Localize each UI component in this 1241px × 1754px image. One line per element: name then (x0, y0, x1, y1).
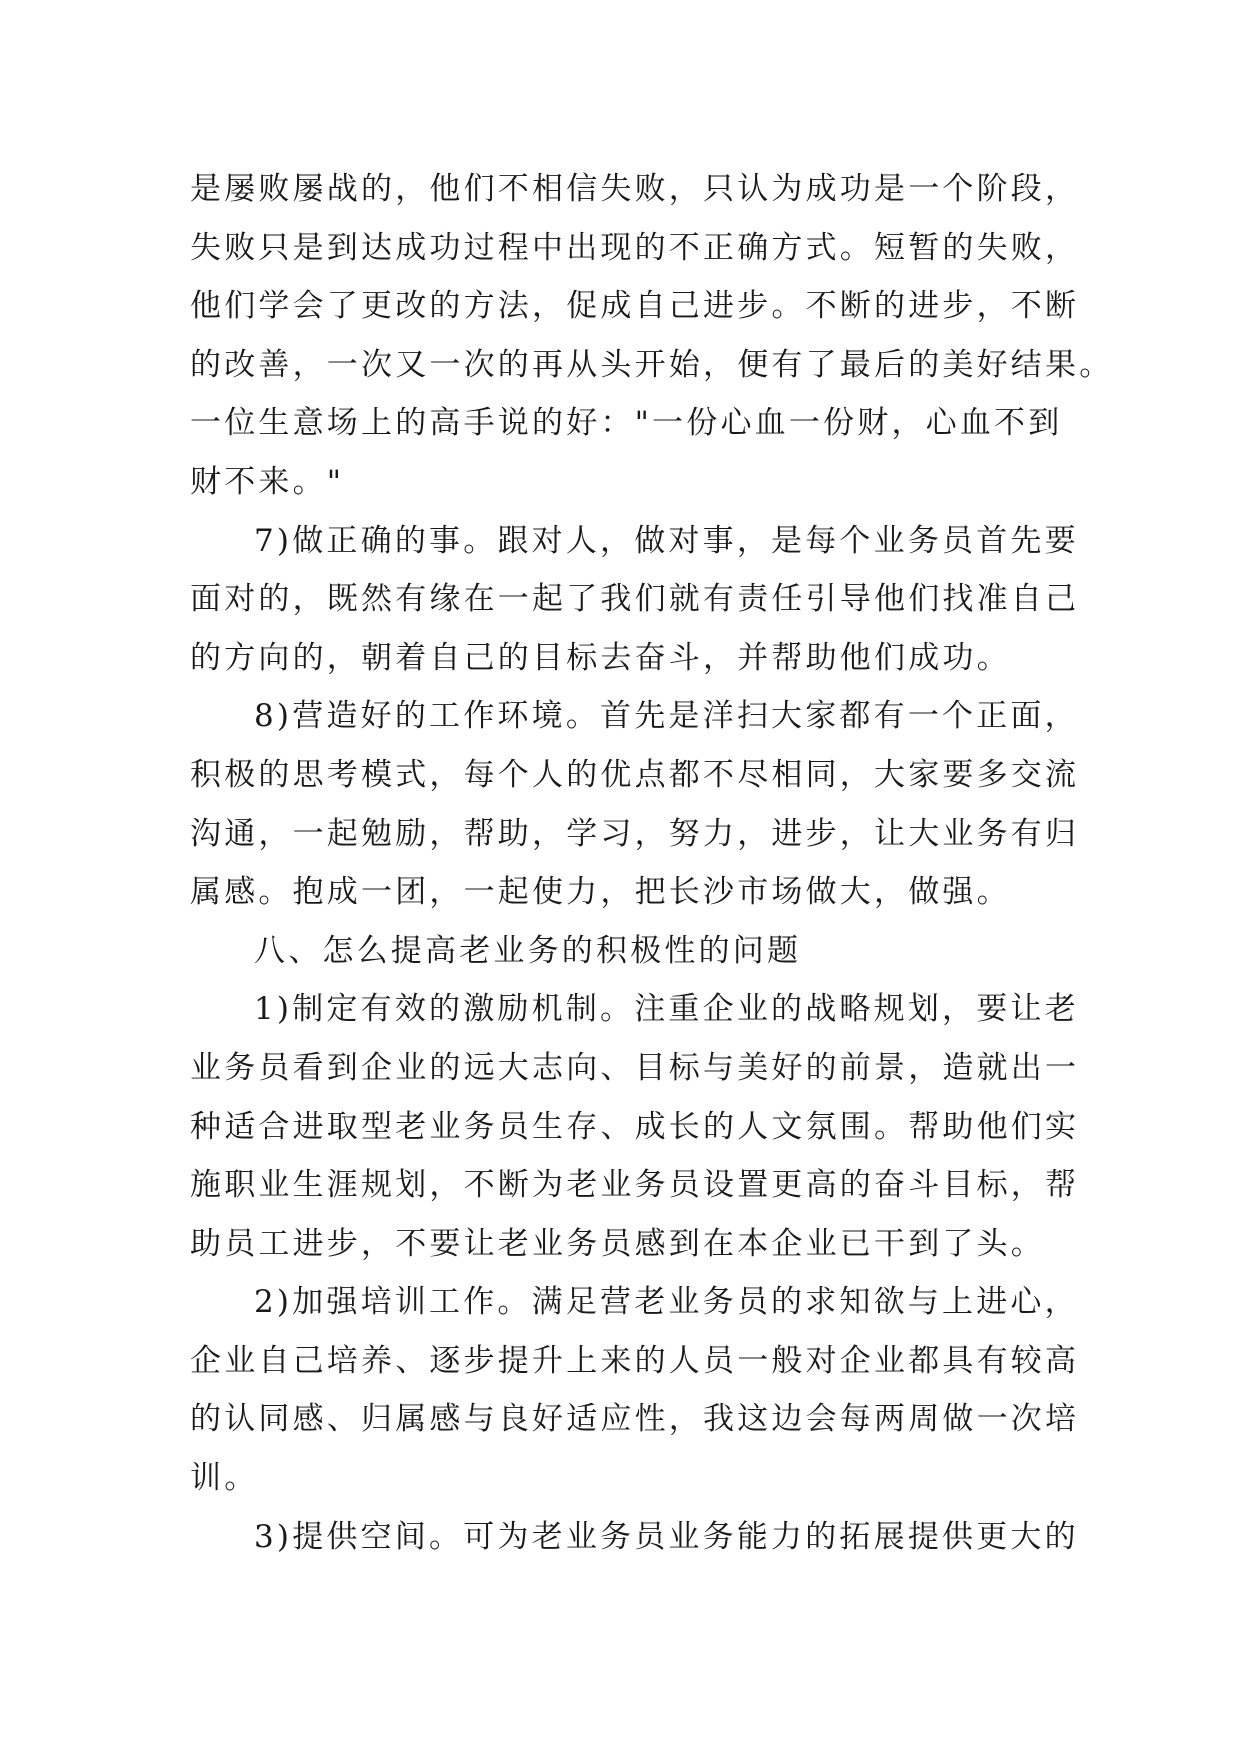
text-line: 积极的思考模式，每个人的优点都不尽相同，大家要多交流 (190, 756, 1080, 793)
text-line: 2)加强培训工作。满足营老业务员的求知欲与上进心， (254, 1284, 1079, 1321)
text-line: 失败只是到达成功过程中出现的不正确方式。短暂的失败， (190, 229, 1080, 266)
document-body (190, 160, 1114, 1566)
heading-line: 八、怎么提高老业务的积极性的问题 (254, 932, 802, 969)
text-line: 面对的，既然有缘在一起了我们就有责任引导他们找准自己 (190, 581, 1080, 618)
text-line: 沟通，一起勉励，帮助，学习，努力，进步，让大业务有归 (190, 815, 1080, 852)
text-line: 施职业生涯规划，不断为老业务员设置更高的奋斗目标，帮 (190, 1167, 1080, 1204)
paragraph-item-3 (190, 1508, 1079, 1567)
text-line: 的改善，一次又一次的再从头开始，便有了最后的美好结果。 (190, 346, 1114, 383)
paragraph-item-7 (190, 512, 1080, 688)
paragraph-item-1 (190, 980, 1080, 1273)
section-heading (190, 922, 1070, 981)
text-line: 的方向的，朝着自己的目标去奋斗，并帮助他们成功。 (190, 639, 1011, 676)
text-line: 一位生意场上的高手说的好："一份心血一份财，心血不到 (190, 405, 1063, 442)
text-line: 种适合进取型老业务员生存、成长的人文氛围。帮助他们实 (190, 1108, 1080, 1145)
text-line: 8)营造好的工作环境。首先是洋扫大家都有一个正面， (254, 698, 1079, 735)
text-line: 财不来。" (190, 463, 345, 500)
text-line: 1)制定有效的激励机制。注重企业的战略规划，要让老 (254, 991, 1079, 1028)
text-line: 他们学会了更改的方法，促成自己进步。不断的进步，不断 (190, 288, 1080, 325)
paragraph-item-2 (190, 1273, 1080, 1507)
text-line: 3)提供空间。可为老业务员业务能力的拓展提供更大的 (254, 1518, 1079, 1555)
text-line: 属感。抱成一团，一起使力，把长沙市场做大，做强。 (190, 874, 1011, 911)
text-line: 训。 (190, 1460, 259, 1497)
text-line: 的认同感、归属感与良好适应性，我这边会每两周做一次培 (190, 1401, 1080, 1438)
text-line: 7)做正确的事。跟对人，做对事，是每个业务员首先要 (254, 522, 1079, 559)
text-line: 企业自己培养、逐步提升上来的人员一般对企业都具有较高 (190, 1342, 1080, 1379)
paragraph-item-8 (190, 687, 1080, 921)
text-line: 业务员看到企业的远大志向、目标与美好的前景，造就出一 (190, 1049, 1080, 1086)
text-line: 助员工进步，不要让老业务员感到在本企业已干到了头。 (190, 1225, 1045, 1262)
paragraph-continued (190, 160, 1114, 512)
text-line: 是屡败屡战的，他们不相信失败，只认为成功是一个阶段， (190, 171, 1080, 207)
